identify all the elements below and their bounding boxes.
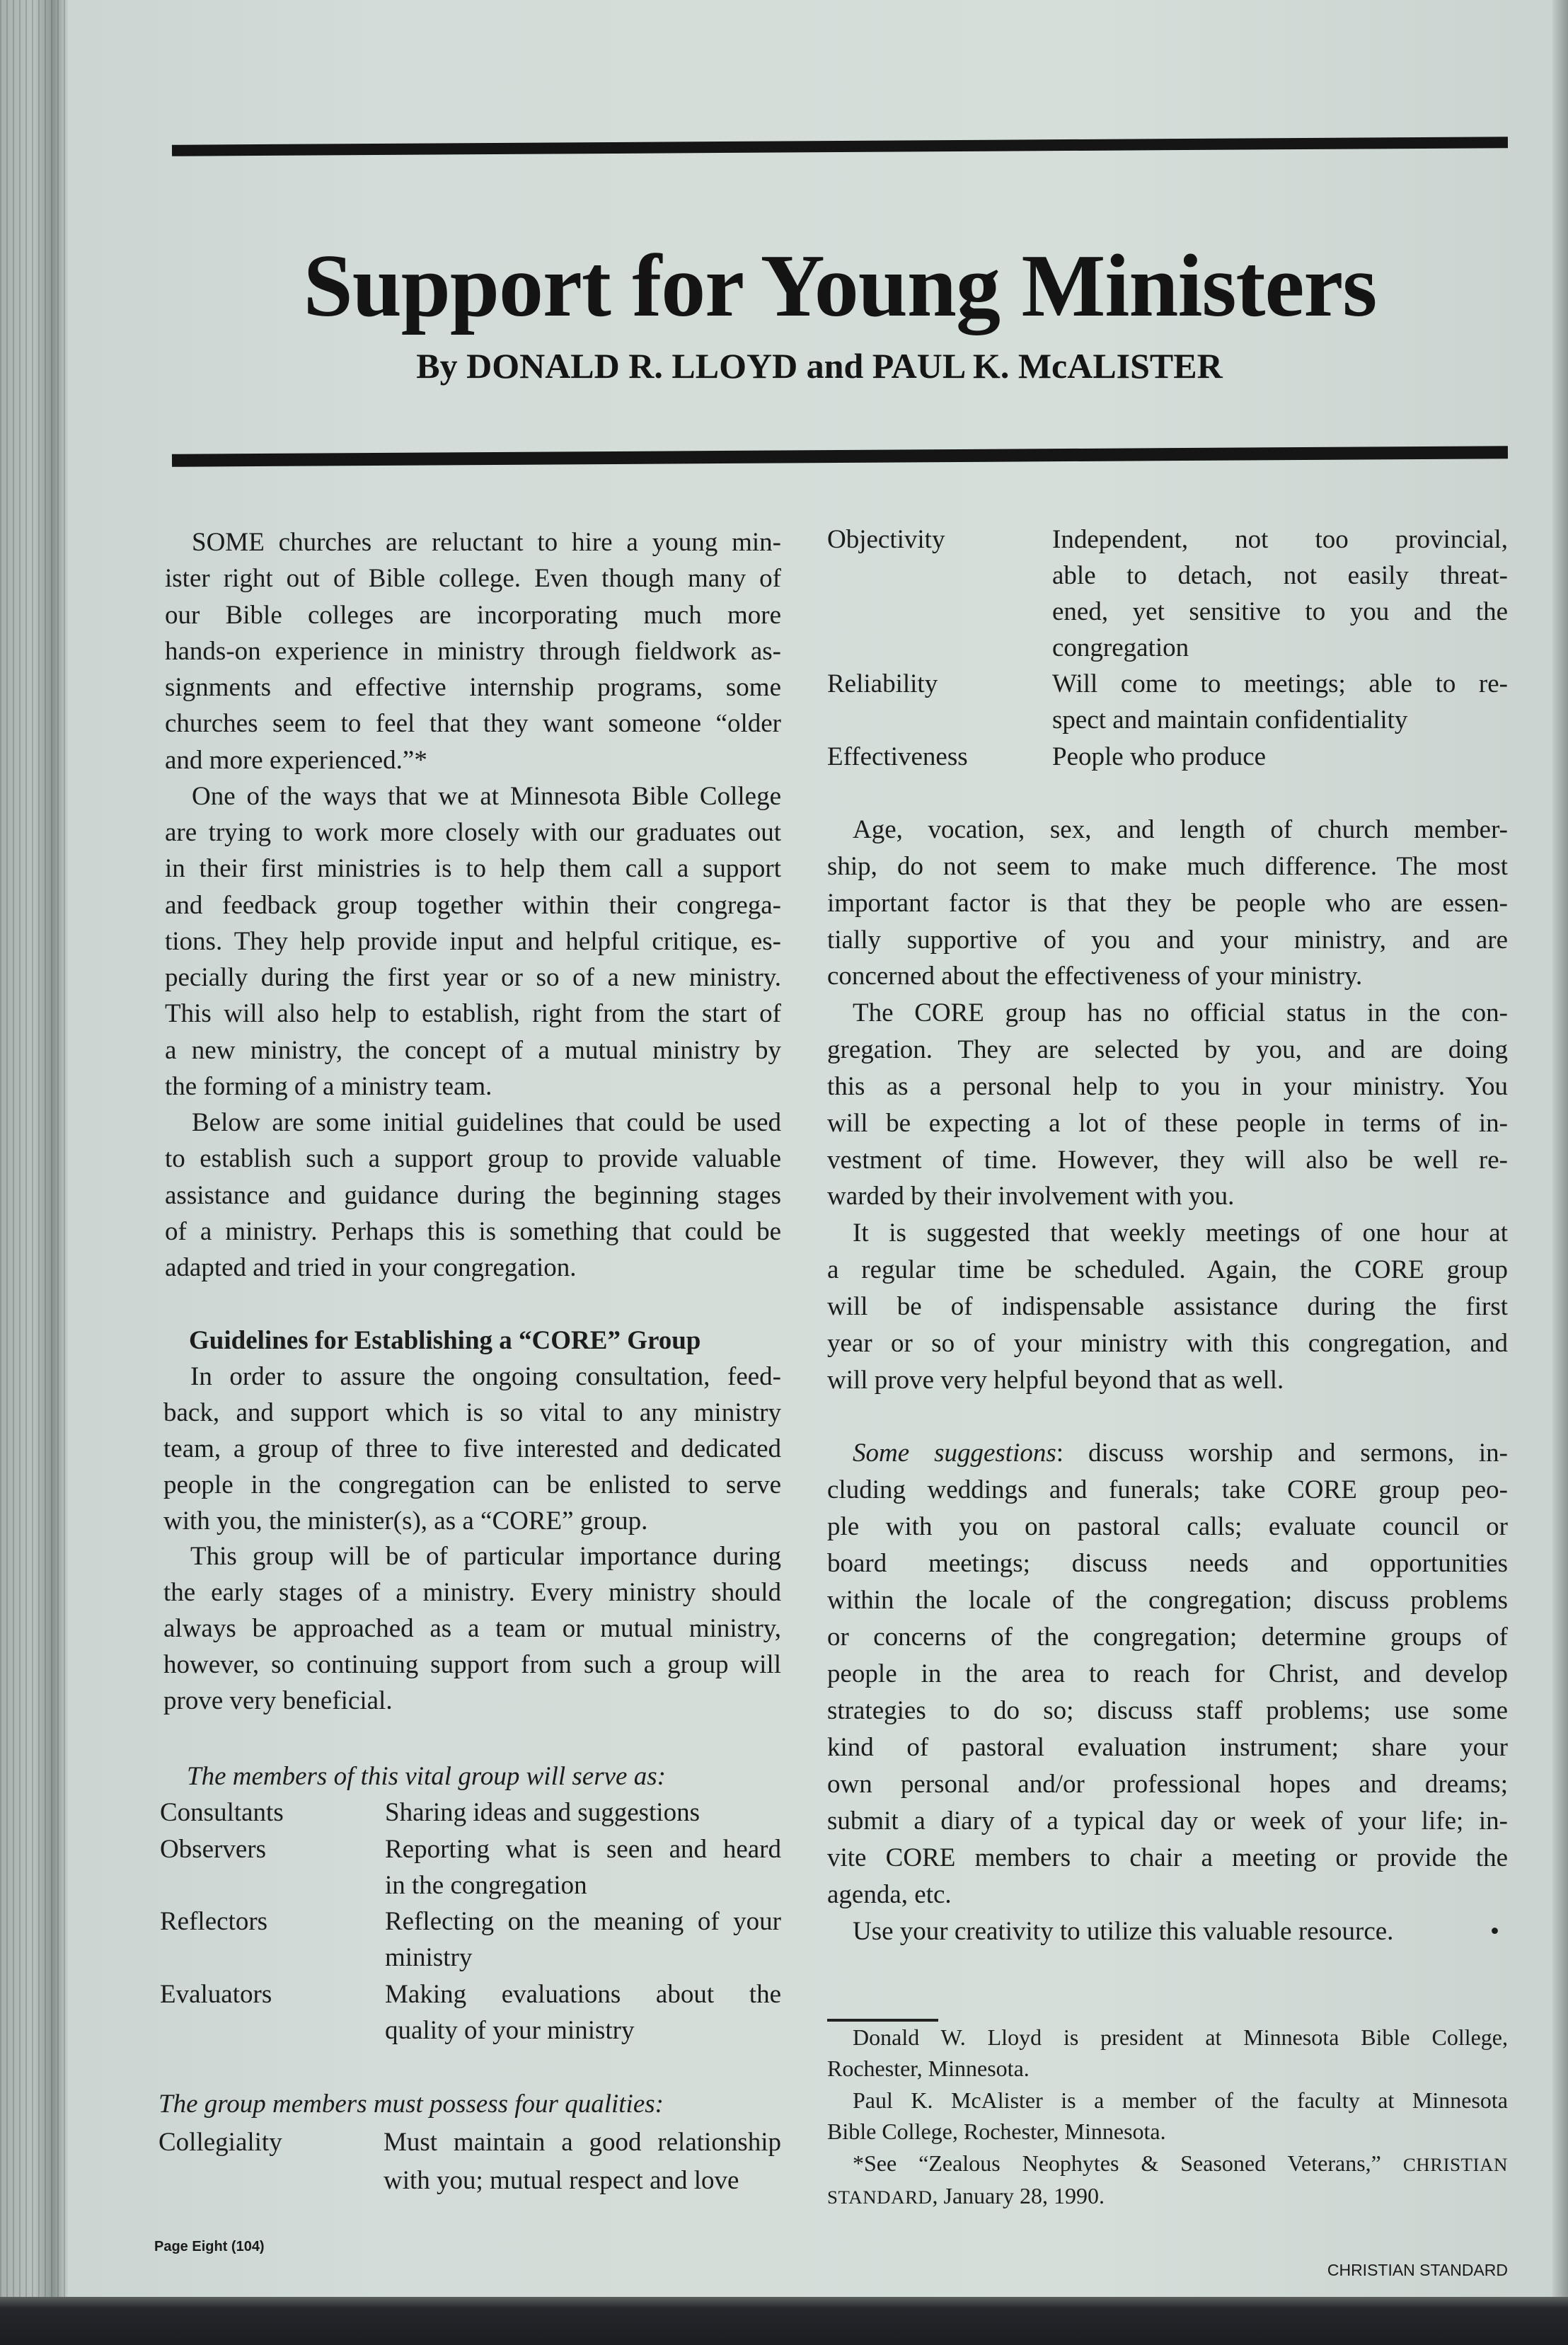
role-item [160, 1831, 781, 1904]
paragraph-line [827, 1215, 1508, 1252]
note-line-text [827, 2183, 1105, 2208]
paragraph-line-text: board meetings; discuss needs and opportunities [827, 1549, 1508, 1578]
paragraph-line [165, 1250, 781, 1286]
paragraph-line [827, 812, 1508, 848]
description-line-text: in the congregation [385, 1870, 587, 1900]
paragraph-line [827, 958, 1508, 995]
paragraph-line [165, 524, 781, 560]
description-line [385, 1867, 781, 1903]
paragraph-line-text: churches seem to feel that they want someone “older [165, 709, 781, 739]
paragraph-line [165, 1177, 781, 1214]
guidelines-paragraphs [163, 1359, 781, 1719]
description-line-text: Reporting what is seen and heard [385, 1834, 781, 1864]
paragraph-line-text: within the locale of the congregation; discuss problems [827, 1586, 1508, 1615]
publication-name: CHRISTIAN STANDARD [1327, 2261, 1508, 2279]
paragraph-line-text: ship, do not seem to make much difference. The most [827, 851, 1508, 881]
article-byline: By DONALD R. LLOYD and PAUL K. McALISTER [416, 346, 1223, 386]
paragraph-line [827, 1656, 1508, 1693]
intro-paragraphs [165, 524, 781, 1286]
description-line [384, 2162, 781, 2200]
paragraph-line [163, 1683, 781, 1719]
quality-item-term: Objectivity [827, 525, 945, 554]
page-binding-edge [0, 0, 68, 2303]
paragraph-line [165, 923, 781, 960]
page-number-label: Page Eight (104) [154, 2239, 265, 2254]
description-line-text: Will come to meetings; able to re- [1052, 669, 1508, 699]
paragraph-line-text: people in the area to reach for Christ, and develop [827, 1659, 1508, 1688]
text-run: : discuss worship and sermons, in- [1056, 1439, 1509, 1468]
suggestions-paragraphs [827, 1435, 1508, 1950]
paragraph-line-text: vestment of time. However, they will also be well re- [827, 1145, 1508, 1175]
paragraph-line [827, 1252, 1508, 1289]
role-item [160, 1976, 781, 2049]
description-line [1052, 594, 1508, 630]
paragraph-line-text [853, 1439, 1508, 1468]
paragraph-line [163, 1359, 781, 1395]
guidelines-section [163, 1323, 781, 1719]
role-item-description [385, 1976, 781, 2049]
paragraph-line-text: assistance and guidance during the beginning stages [165, 1180, 781, 1210]
paragraph-line [165, 1214, 781, 1250]
description-line-text: ministry [385, 1943, 473, 1973]
paragraph-line-text: In order to assure the ongoing consultation, feed- [190, 1361, 781, 1391]
paragraph-line-text: SOME churches are reluctant to hire a young min- [192, 528, 781, 557]
paragraph-line-text: ple with you on pastoral calls; evaluate council or [827, 1512, 1508, 1541]
paragraph-line-text: strategies to do so; discuss staff problems; use some [827, 1696, 1508, 1725]
paragraph-line [827, 1032, 1508, 1068]
description-line-text: congregation [1052, 633, 1189, 663]
paragraph-line [163, 1504, 781, 1540]
text-run: *See “Zealous Neophytes & Seasoned Veterans,” [853, 2150, 1403, 2176]
scan-bottom-border [0, 2297, 1568, 2345]
quality-item [158, 2124, 781, 2200]
paragraph-line-text: signments and effective internship programs, some [165, 673, 781, 702]
paragraph-line [827, 995, 1508, 1032]
paragraph-line-text: the forming of a ministry team. [165, 1071, 492, 1101]
paragraph-line-text: will be of indispensable assistance during the first [827, 1291, 1508, 1321]
description-line [1052, 739, 1508, 775]
text-run: , January 28, 1990. [932, 2183, 1105, 2209]
description-line-text: Making evaluations about the [385, 1979, 781, 2009]
note-line [827, 2180, 1508, 2213]
role-item-description [385, 1831, 781, 1904]
quality-item-description [1052, 739, 1508, 775]
paragraph-line [827, 1803, 1508, 1840]
paragraph-line [827, 1545, 1508, 1582]
paragraph-line [165, 887, 781, 923]
role-item-term: Reflectors [160, 1907, 268, 1937]
paragraph-line-text: this as a personal help to you in your ministry. You [827, 1071, 1508, 1101]
note-line [827, 2085, 1508, 2116]
note-line [827, 2148, 1508, 2180]
paragraph-line [165, 705, 781, 742]
note-line [827, 2053, 1508, 2084]
paragraph-line-text: own personal and/or professional hopes and dreams; [827, 1770, 1508, 1799]
paragraph-line [165, 1141, 781, 1177]
description-line-text: ened, yet sensitive to you and the [1052, 597, 1508, 627]
description-line-text: People who produce [1052, 742, 1267, 771]
paragraph-line-text: adapted and tried in your congregation. [165, 1253, 577, 1282]
description-line [385, 1903, 781, 1940]
article-title: Support for Young Ministers [303, 237, 1377, 335]
paragraph-line-text: in their first ministries is to help them call a support [165, 854, 781, 884]
roles-caption [160, 1758, 781, 1794]
paragraph-line-text: agenda, etc. [827, 1880, 952, 1909]
page-right-edge [1552, 0, 1568, 2303]
roles-definitions [160, 1794, 781, 2049]
note-line-text: Donald W. Lloyd is president at Minnesota Bible College, [853, 2024, 1508, 2050]
paragraph-line-text: or concerns of the congregation; determine groups of [827, 1623, 1508, 1652]
note-line [827, 2022, 1508, 2053]
paragraph-line-text: pecially during the first year or so of a new ministry. [165, 963, 781, 992]
paragraph-line [827, 1142, 1508, 1179]
qualities-caption-text: The group members must possess four qualities: [158, 2090, 664, 2119]
paragraph-line-text: prove very beneficial. [163, 1686, 393, 1716]
paragraph-line [165, 742, 781, 778]
paragraph-line-text: It is suggested that weekly meetings of one hour at [853, 1218, 1508, 1248]
paragraph-line-text: concerned about the effectiveness of your ministry. [827, 962, 1363, 991]
paragraph-line-text: a regular time be scheduled. Again, the CORE group [827, 1255, 1508, 1285]
paragraph-line [827, 848, 1508, 885]
paragraph-line-text: vite CORE members to chair a meeting or provide the [827, 1843, 1508, 1872]
guidelines-heading [163, 1323, 781, 1359]
member-qualities-continued [827, 522, 1508, 775]
roles-caption-text: The members of this vital group will serve as: [187, 1762, 666, 1791]
paragraph-line [827, 1766, 1508, 1803]
description-line-text: quality of your ministry [385, 2016, 635, 2046]
member-roles-list [160, 1758, 781, 2049]
paragraph-line-text: This will also help to establish, right from the start of [165, 999, 781, 1029]
paragraph-line [163, 1395, 781, 1431]
note-line-text: Bible College, Rochester, Minnesota. [827, 2119, 1166, 2145]
note-line-text [853, 2150, 1508, 2176]
paragraph-line-text: Below are some initial guidelines that could be used [192, 1108, 781, 1137]
paragraph-line-text: will be expecting a lot of these people in terms of in- [827, 1108, 1508, 1138]
paragraph-line [163, 1575, 781, 1611]
paragraph-line [165, 814, 781, 851]
paragraph-line-text: tially supportive of you and your ministry, and are [827, 925, 1508, 955]
paragraph-line-text: submit a diary of a typical day or week of your life; in- [827, 1807, 1508, 1836]
description-line-text: Independent, not too provincial, [1052, 525, 1508, 554]
paragraph-line [827, 1435, 1508, 1472]
paragraph-line [827, 1362, 1508, 1399]
description-line-text: Reflecting on the meaning of your [385, 1907, 781, 1937]
paragraph-line [827, 1913, 1508, 1950]
paragraph-line [163, 1431, 781, 1468]
paragraph-line [827, 1105, 1508, 1142]
paragraph-line-text: Age, vocation, sex, and length of church member- [853, 815, 1508, 844]
description-line-text: with you; mutual respect and love [384, 2166, 739, 2195]
paragraph-line [827, 922, 1508, 959]
paragraph-line [827, 1729, 1508, 1766]
paragraph-line-text: hands-on experience in ministry through fieldwork as- [165, 636, 781, 666]
quality-item [827, 522, 1508, 666]
paragraph-line-text: and feedback group together within their congrega- [165, 890, 781, 920]
paragraph-line-text: a new ministry, the concept of a mutual ministry by [165, 1035, 781, 1065]
title-rule-bottom [172, 446, 1508, 467]
role-item-term: Observers [160, 1834, 267, 1864]
qualities-caption [158, 2085, 781, 2124]
description-line [1052, 666, 1508, 702]
description-line [385, 1794, 781, 1831]
end-of-article-mark: • [1490, 1917, 1499, 1946]
paragraph-line [165, 778, 781, 814]
description-line-text: Must maintain a good relationship [384, 2128, 781, 2157]
paragraph-line-text: important factor is that they be people who are essen- [827, 888, 1508, 918]
description-line [384, 2124, 781, 2162]
description-line-text: spect and maintain confidentiality [1052, 705, 1408, 735]
paragraph-line-text: our Bible colleges are incorporating much more [165, 600, 781, 630]
quality-item-term: Collegiality [158, 2128, 282, 2157]
paragraph-line [827, 885, 1508, 922]
paragraph-line [827, 1325, 1508, 1362]
paragraph-line [165, 1068, 781, 1105]
paragraph-line [827, 1472, 1508, 1509]
paragraph-line [163, 1647, 781, 1683]
paragraph-line-text: and more experienced.”* [165, 745, 427, 775]
description-line-text: Sharing ideas and suggestions [385, 1798, 700, 1828]
paragraph-line-text: cluding weddings and funerals; take CORE group peo- [827, 1475, 1508, 1504]
role-item-description [385, 1903, 781, 1976]
paragraph-line-text: year or so of your ministry with this congregation, and [827, 1328, 1508, 1358]
description-line [1052, 630, 1508, 666]
paragraph-line [165, 996, 781, 1032]
quality-item-term: Effectiveness [827, 742, 968, 771]
paragraph-line-text: with you, the minister(s), as a “CORE” group. [163, 1506, 648, 1536]
paragraph-line [165, 669, 781, 705]
paragraph-line-text: people in the congregation can be enlisted to serve [163, 1470, 781, 1499]
paragraph-line [165, 633, 781, 669]
paragraph-line [827, 1289, 1508, 1325]
member-qualities-list [158, 2085, 781, 2200]
paragraph-line-text: The CORE group has no official status in the con- [853, 998, 1508, 1028]
paragraph-line [827, 1068, 1508, 1105]
paragraph-line [827, 1840, 1508, 1877]
paragraph-line-text: are trying to work more closely with our graduates out [165, 818, 781, 847]
paragraph-line-text: tions. They help provide input and helpful critique, es- [165, 926, 781, 956]
role-item-description [385, 1794, 781, 1831]
paragraph-line [165, 560, 781, 597]
quality-item-description [1052, 522, 1508, 666]
paragraph-line [165, 1105, 781, 1141]
paragraph-line-text: always be approached as a team or mutual ministry, [163, 1614, 781, 1644]
description-line [385, 2012, 781, 2049]
author-notes [827, 2022, 1508, 2213]
paragraph-line [827, 1178, 1508, 1215]
paragraph-line-text: will prove very helpful beyond that as well. [827, 1365, 1284, 1395]
role-item [160, 1903, 781, 1976]
paragraph-line [163, 1539, 781, 1575]
paragraph-line-text: This group will be of particular importance during [190, 1542, 781, 1572]
note-line-text: Paul K. McAlister is a member of the faculty at Minnesota [853, 2087, 1508, 2113]
paragraph-line [827, 1877, 1508, 1913]
paragraph-line [827, 1582, 1508, 1619]
description-line [1052, 558, 1508, 594]
italic-run: Some suggestions [853, 1439, 1056, 1468]
quality-item-term: Reliability [827, 669, 938, 699]
quality-item [827, 666, 1508, 738]
quality-item-description [384, 2124, 781, 2200]
description-line [385, 1976, 781, 2012]
quality-item [827, 739, 1508, 775]
paragraph-line-text: Use your creativity to utilize this valuable resource. [853, 1917, 1394, 1946]
paragraph-line-text: kind of pastoral evaluation instrument; share your [827, 1733, 1508, 1762]
paragraph-line [163, 1468, 781, 1504]
discussion-paragraphs [827, 812, 1508, 1399]
description-line [1052, 702, 1508, 738]
paragraph-line [165, 851, 781, 887]
paragraph-line [165, 960, 781, 996]
description-line [385, 1831, 781, 1867]
guidelines-heading-text: Guidelines for Establishing a “CORE” Group [189, 1326, 701, 1355]
paragraph-line-text: One of the ways that we at Minnesota Bible College [192, 781, 781, 811]
note-line [827, 2116, 1508, 2147]
description-line [385, 1940, 781, 1976]
role-item [160, 1794, 781, 1831]
paragraph-line-text: back, and support which is so vital to any ministry [163, 1398, 781, 1427]
qualities-definitions [158, 2124, 781, 2200]
paragraph-line [165, 1032, 781, 1068]
paragraph-line-text: team, a group of three to five interested and dedicated [163, 1434, 781, 1463]
paragraph-line-text: gregation. They are selected by you, and are doing [827, 1035, 1508, 1065]
paragraph-line-text: warded by their involvement with you. [827, 1182, 1235, 1211]
paragraph-line [827, 1509, 1508, 1545]
description-line [1052, 522, 1508, 558]
paragraph-line [163, 1611, 781, 1647]
paragraph-line-text: of a ministry. Perhaps this is something that could be [165, 1216, 781, 1246]
paragraph-line [165, 597, 781, 633]
paragraph-line [827, 1619, 1508, 1656]
paragraph-line [827, 1693, 1508, 1729]
paragraph-line-text: ister right out of Bible college. Even though many of [165, 564, 781, 594]
role-item-term: Consultants [160, 1798, 284, 1828]
paragraph-line-text: to establish such a support group to provide valuable [165, 1144, 781, 1174]
small-caps-run: STANDARD [827, 2186, 933, 2208]
role-item-term: Evaluators [160, 1979, 272, 2009]
paragraph-line-text: however, so continuing support from such a group will [163, 1650, 781, 1680]
note-line-text: Rochester, Minnesota. [827, 2056, 1030, 2082]
quality-item-description [1052, 666, 1508, 738]
paragraph-line-text: the early stages of a ministry. Every ministry should [163, 1578, 781, 1608]
description-line-text: able to detach, not easily threat- [1052, 561, 1508, 591]
title-rule-top [172, 137, 1508, 156]
small-caps-run: CHRISTIAN [1402, 2153, 1508, 2175]
